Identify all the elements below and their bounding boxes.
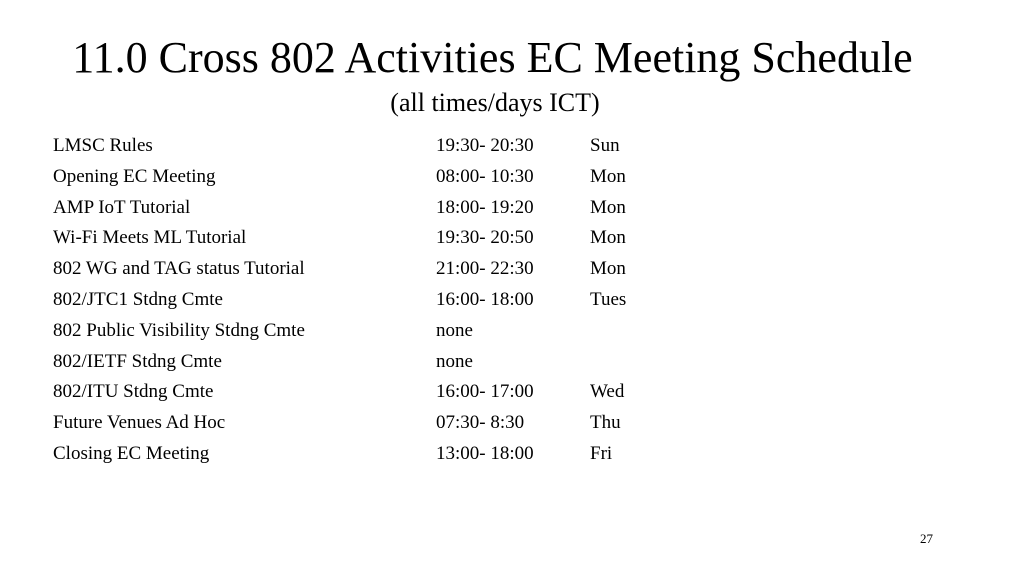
activity-time: 07:30- 8:30 [436, 412, 525, 434]
activity-day: Mon [590, 227, 626, 249]
slide-title: 11.0 Cross 802 Activities EC Meeting Schedule [72, 33, 913, 82]
activity-time: 16:00- 18:00 [436, 288, 534, 310]
activity-time: 19:30- 20:30 [436, 135, 534, 156]
activity-day: Mon [590, 258, 626, 280]
activity-time: 21:00- 22:30 [436, 258, 534, 280]
schedule-row [53, 316, 753, 347]
slide-subtitle: (all times/days ICT) [390, 88, 600, 117]
schedule-row [53, 285, 753, 316]
schedule-row [53, 162, 753, 193]
activity-day: Thu [590, 412, 621, 434]
activity-day: Fri [590, 442, 613, 464]
activity-time: 08:00- 10:30 [436, 165, 534, 187]
schedule-row [53, 223, 753, 254]
schedule-row [53, 377, 753, 408]
activity-name: 802 WG and TAG status Tutorial [53, 258, 305, 280]
activity-name: Wi-Fi Meets ML Tutorial [53, 227, 247, 249]
activity-day: Mon [590, 165, 626, 187]
activity-time: 13:00- 18:00 [436, 442, 534, 464]
schedule-row [53, 408, 753, 439]
activity-name: 802/IETF Stdng Cmte [53, 350, 222, 372]
activity-time: none [436, 319, 473, 341]
schedule-row [53, 131, 753, 162]
activity-time: 16:00- 17:00 [436, 381, 534, 403]
activity-name: AMP IoT Tutorial [53, 196, 191, 218]
activity-name: 802 Public Visibility Stdng Cmte [53, 319, 305, 341]
schedule-row [53, 439, 753, 470]
activity-name: Closing EC Meeting [53, 442, 210, 464]
schedule-row [53, 254, 753, 285]
activity-day: Wed [590, 381, 625, 403]
page-number: 27 [920, 531, 933, 546]
activity-name: 802/JTC1 Stdng Cmte [53, 288, 223, 310]
activity-day: Tues [590, 288, 627, 310]
activity-name: Opening EC Meeting [53, 165, 216, 187]
activity-time: 18:00- 19:20 [436, 196, 534, 218]
activity-day: Sun [590, 135, 620, 156]
schedule-table [53, 131, 753, 470]
activity-time: none [436, 350, 473, 372]
activity-day: Mon [590, 196, 626, 218]
activity-name: LMSC Rules [53, 135, 153, 156]
activity-time: 19:30- 20:50 [436, 227, 534, 249]
schedule-row [53, 193, 753, 224]
schedule-row [53, 347, 753, 378]
activity-name: Future Venues Ad Hoc [53, 412, 226, 434]
activity-name: 802/ITU Stdng Cmte [53, 381, 214, 403]
